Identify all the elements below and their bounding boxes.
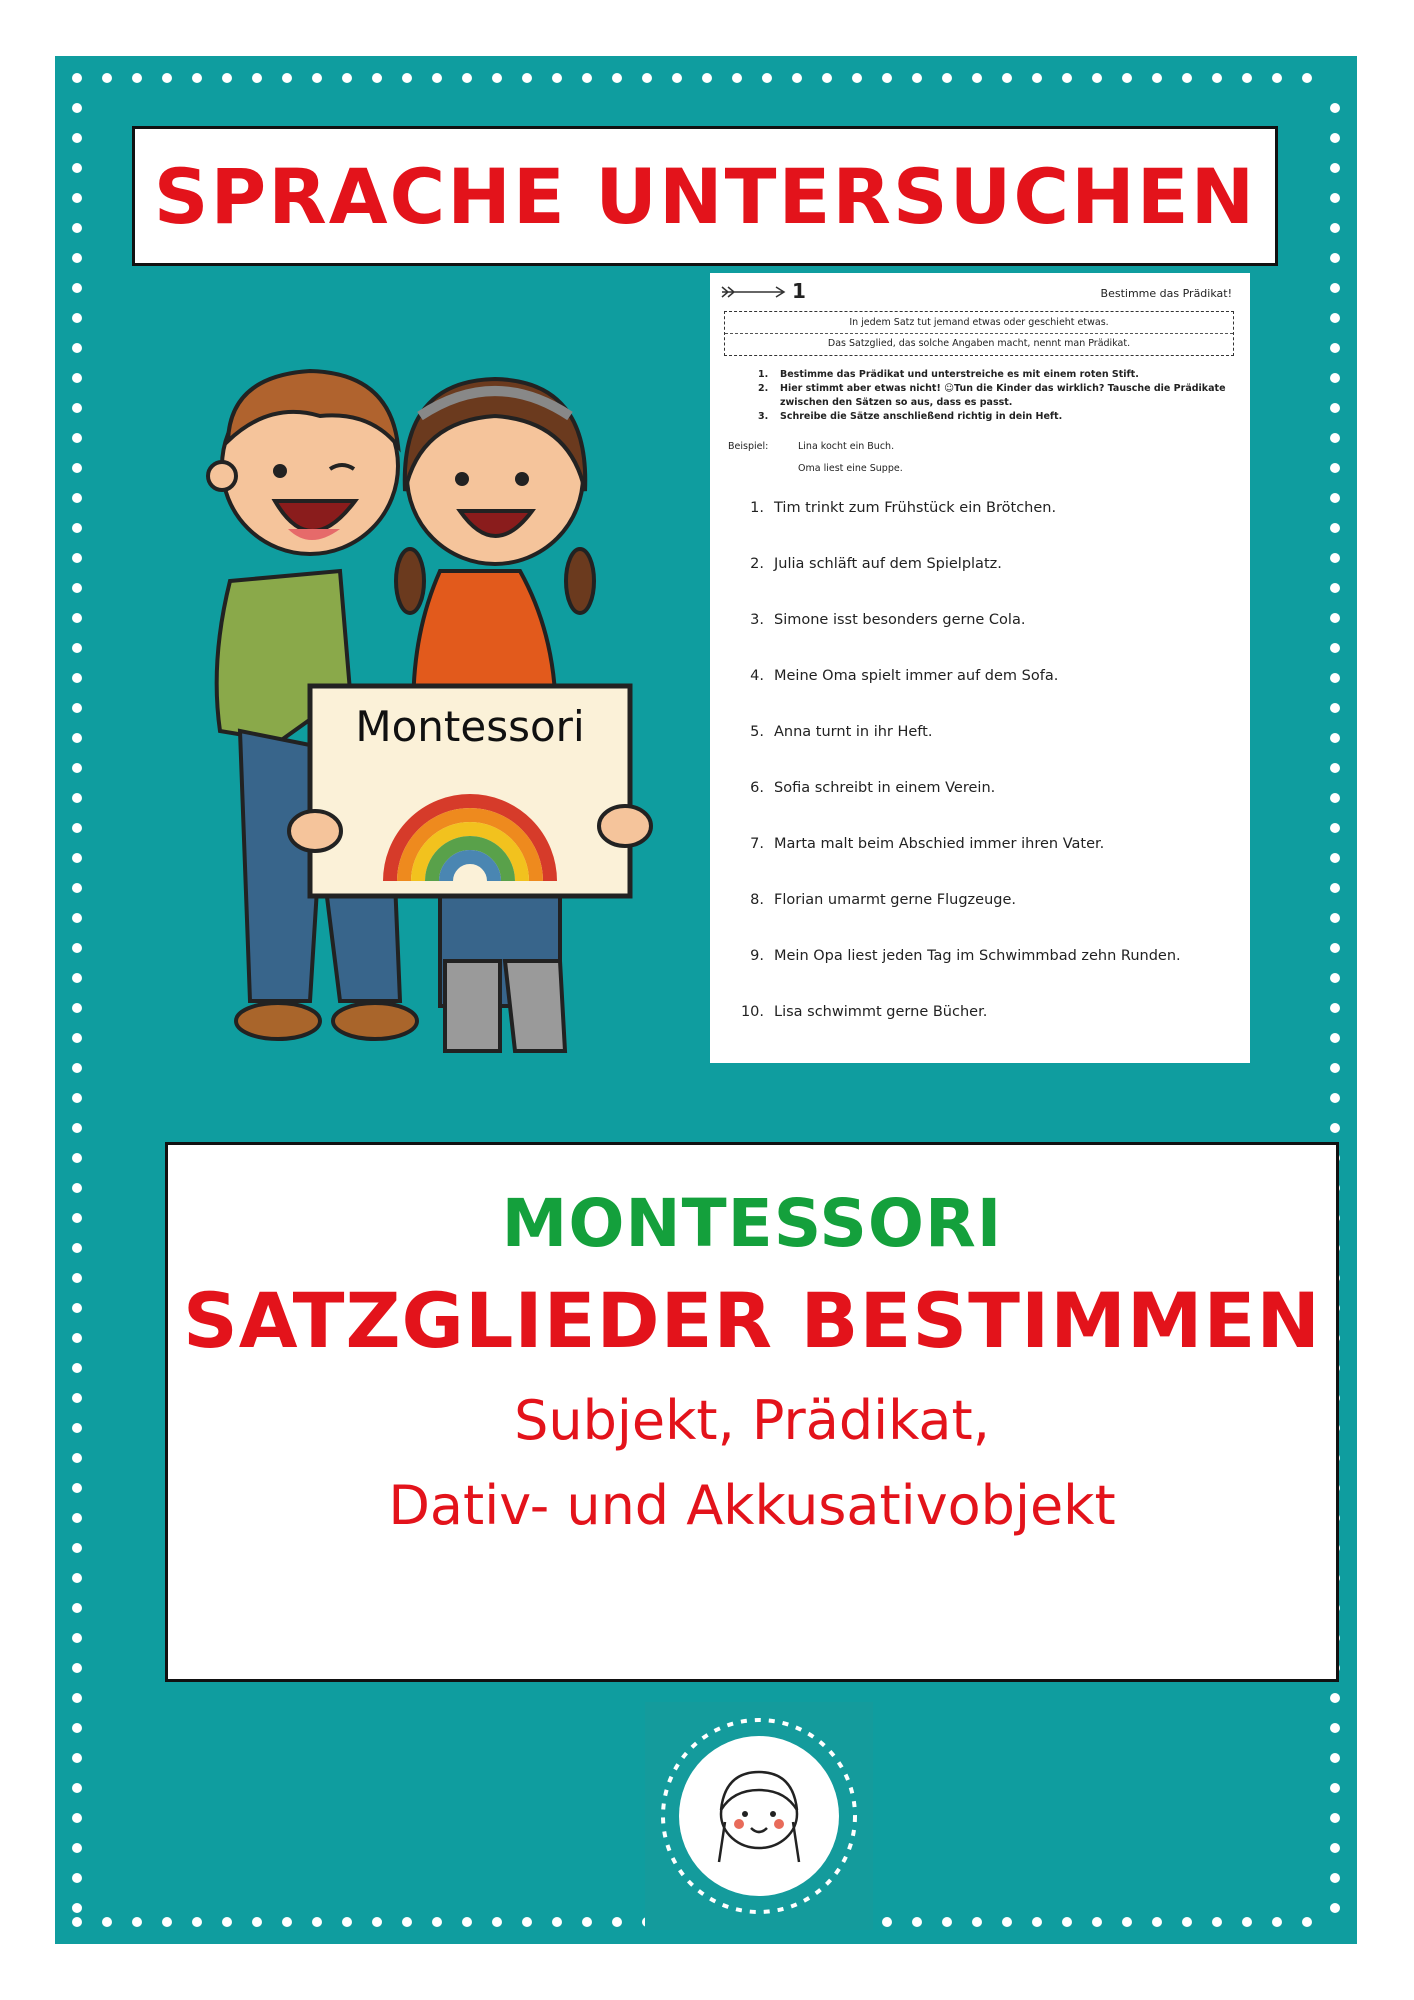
list-item: 4. Meine Oma spielt immer auf dem Sofa. (750, 668, 1059, 684)
example-label: Beispiel: (728, 441, 769, 452)
list-item: 9. Mein Opa liest jeden Tag im Schwimmbad zehn Runden. (750, 948, 1181, 964)
logo (645, 1702, 873, 1930)
subtitle-topics: Dativ- und Akkusativobjekt (388, 1474, 1116, 1537)
subtitle-montessori: MONTESSORI (501, 1185, 1003, 1262)
sign-label: Montessori (355, 702, 585, 751)
subtitle-heading: SATZGLIEDER BESTIMMEN (182, 1276, 1322, 1365)
list-item: 6. Sofia schreibt in einem Verein. (750, 780, 996, 796)
list-item: 3. Simone isst besonders gerne Cola. (750, 612, 1026, 628)
task-item: 3. Schreibe die Sätze anschließend richtig in dein Heft. (758, 411, 1063, 422)
list-item: 1. Tim trinkt zum Frühstück ein Brötchen. (750, 500, 1057, 516)
subtitle-panel (165, 1142, 1339, 1682)
arrow-icon (720, 285, 786, 299)
example-line: Lina kocht ein Buch. (798, 441, 895, 452)
worksheet-preview (710, 273, 1250, 1063)
worksheet-number: 1 (792, 279, 806, 303)
task-list (758, 368, 1240, 424)
info-box (724, 311, 1234, 356)
subtitle-topics: Subjekt, Prädikat, (514, 1389, 990, 1452)
list-item: 7. Marta malt beim Abschied immer ihren Vater. (750, 836, 1105, 852)
cover-frame (55, 56, 1357, 1944)
list-item: 8. Florian umarmt gerne Flugzeuge. (750, 892, 1017, 908)
montessori-sign (289, 686, 651, 896)
worksheet-instruction: Bestimme das Prädikat! (1100, 287, 1232, 300)
task-item: 1. Bestimme das Prädikat und unterstreiche es mit einem roten Stift. (758, 369, 1139, 380)
info-line: In jedem Satz tut jemand etwas oder geschieht etwas. (849, 317, 1109, 328)
info-line: Das Satzglied, das solche Angaben macht, nennt man Prädikat. (827, 338, 1131, 349)
children-illustration (170, 361, 710, 1101)
task-item: 2. Hier stimmt aber etwas nicht! ☺Tun die Kinder das wirklich? Tausche die Prädikate zwischen den Sätzen so aus, dass es passt. (758, 383, 1226, 408)
list-item: 2. Julia schläft auf dem Spielplatz. (750, 556, 1002, 572)
page-title: SPRACHE UNTERSUCHEN (153, 151, 1257, 241)
list-item: 5. Anna turnt in ihr Heft. (750, 724, 933, 740)
example-line: Oma liest eine Suppe. (798, 463, 903, 474)
example-block (720, 436, 1240, 480)
list-item: 10. Lisa schwimmt gerne Bücher. (740, 1004, 988, 1020)
sentence-list (720, 500, 1240, 1060)
title-banner (132, 126, 1278, 266)
